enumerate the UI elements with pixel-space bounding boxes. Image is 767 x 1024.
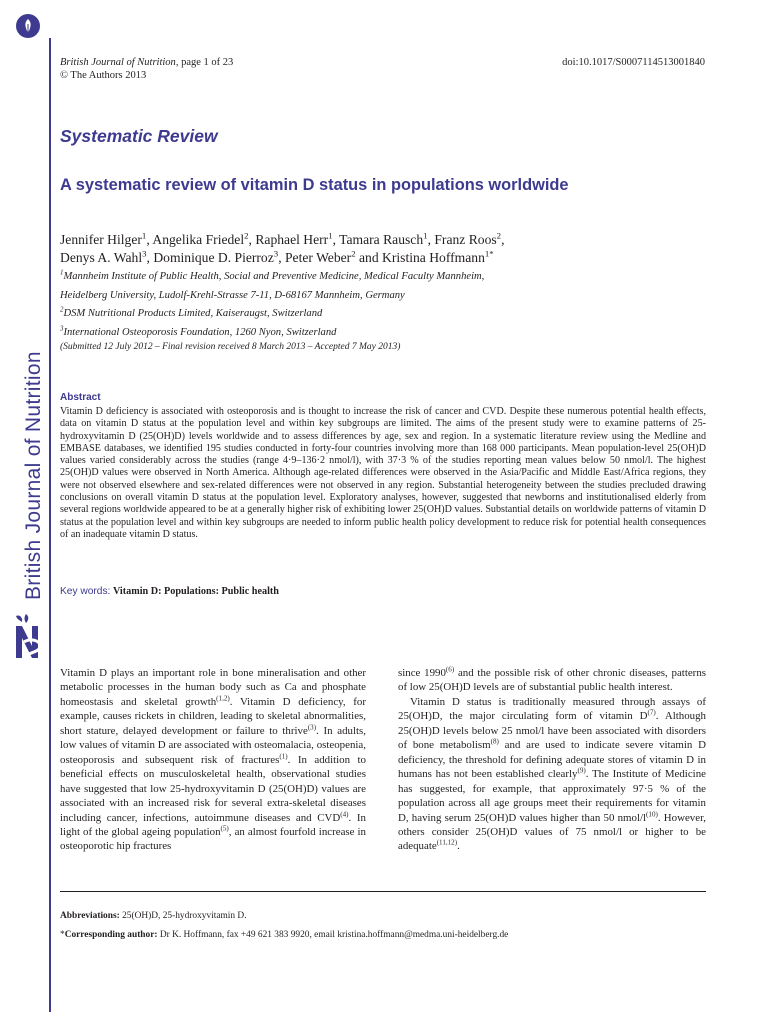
author-separator: ,: [501, 232, 505, 247]
affiliation-marker: 2: [496, 230, 502, 241]
author-name: , Franz Roos: [427, 232, 497, 247]
affiliation-1: [60, 268, 710, 287]
author-name: Denys A. Wahl: [60, 250, 143, 265]
nutrition-society-logo-icon: [10, 612, 46, 662]
affiliation-text: Mannheim Institute of Public Health, Social and Preventive Medicine, Medical Faculty Mannheim,: [63, 271, 485, 282]
abbreviations-label: Abbreviations:: [60, 911, 120, 921]
author-name: , Tamara Rausch: [332, 232, 424, 247]
corresponding-marker: *: [489, 248, 494, 259]
body-text: . The Institute of Medicine has suggested, for example, that approximately 97·5 % of the population across all age groups meet their requirements for vitamin D, having serum 25(OH)D values higher than 50 nmol/l: [398, 768, 706, 824]
affiliation-text: International Osteoporosis Foundation, 1260 Nyon, Switzerland: [63, 326, 337, 338]
body-text: .: [457, 840, 460, 853]
doi: doi:10.1017/S0007114513001840: [562, 57, 705, 68]
body-text: Vitamin D plays an important role in bone mineralisation and other metabolic processes in the human body such as Ca and phosphate homeostasis and skeletal growth: [60, 667, 366, 708]
affiliation-marker: 3: [273, 248, 279, 259]
affiliation-1-cont: Heidelberg University, Ludolf-Krehl-Strasse 7-11, D-68167 Mannheim, Germany: [60, 289, 405, 301]
keywords: [60, 586, 279, 597]
affiliation-number: 1: [60, 269, 64, 277]
author-name: , Raphael Herr: [248, 232, 329, 247]
corresponding-star: *: [60, 930, 65, 940]
author-name: , Dominique D. Pierroz: [146, 250, 274, 265]
body-text: and the possible risk of other chronic diseases, patterns of low 25(OH)D levels are of substantial public health interest.: [398, 667, 706, 694]
copyright: © The Authors 2013: [60, 70, 147, 81]
citation-ref: (6): [445, 665, 455, 674]
affiliation-number: 3: [60, 324, 64, 332]
citation-ref: (1,2): [216, 694, 230, 703]
journal-logo-icon: [16, 14, 40, 38]
keywords-label: Key words:: [60, 586, 111, 597]
body-text: . In addition to beneficial effects on musculoskeletal health, observational studies have suggested that low 25-hydroxyvitamin D (25(OH)D) values are associated with an increased risk for several extra-skeletal diseases including cancer, infections, autoimmune diseases and CVD: [60, 753, 366, 824]
affiliation-marker: 3: [142, 248, 147, 259]
keywords-values: Vitamin D: Populations: Public health: [112, 586, 279, 597]
body-column-1: [60, 666, 366, 854]
article-title: A systematic review of vitamin D status in populations worldwide: [60, 176, 569, 194]
author-list: [60, 231, 710, 267]
corresponding-label: Corresponding author:: [64, 930, 158, 940]
submission-dates: (Submitted 12 July 2012 – Final revision received 8 March 2013 – Accepted 7 May 2013): [60, 342, 401, 352]
running-header-left: [60, 56, 233, 82]
body-text: . Vitamin D deficiency, for example, causes rickets in children, leading to skeletal abnormalities, short stature, delayed development or failure to thrive: [60, 695, 366, 737]
citation-ref: (8): [490, 737, 499, 746]
body-text: since 1990: [398, 667, 446, 679]
abbreviations-footnote: [60, 910, 247, 922]
author-name: and Kristina Hoffmann: [355, 250, 485, 265]
journal-name: British Journal of Nutrition: [60, 57, 176, 68]
abstract-text: Vitamin D deficiency is associated with osteoporosis and is thought to increase the risk of cancer and CVD. Despite these numerous potential health effects, data on vitamin D status at the population level and within key subgroups are limited. The aims of the present study were to examine patterns of 25-hydroxyvitamin D (25(OH)D) levels worldwide and to assess differences by age, sex and region. In a systematic literature review using the Medline and EMBASE databases, we identified 195 studies conducted in forty-four countries involving more than 168 000 participants. Mean population-level 25(OH)D values varied considerably across the studies (range 4·9–136·2 nmol/l), with 37·3 % of the studies reporting mean values below 50 nmol/l. The highest 25(OH)D values were observed in North America. Although age-related differences were observed in the Asia/Pacific and Middle East/Africa regions, they were not observed elsewhere and sex-related differences were not observed in any region. Substantial heterogeneity between the studies precluded drawing conclusions on overall vitamin D status at the population level. Exploratory analyses, however, suggested that newborns and institutionalised elderly from several regions worldwide appeared to be at a generally higher risk of exhibiting lower 25(OH)D values. Substantial details on worldwide patterns of vitamin D status at the population level and within key subgroups are needed to inform public health policy development to reduce risk for potential health consequences of an inadequate vitamin D status.: [60, 406, 706, 540]
affiliation-marker: 2: [351, 248, 356, 259]
affiliation-marker: 2: [244, 230, 249, 241]
body-text: . Although 25(OH)D levels below 25 nmol/l have been associated with disorders of bone metabolism: [398, 710, 706, 752]
left-margin-rule: [49, 38, 51, 1012]
citation-ref: (3): [307, 723, 317, 732]
citation-ref: (4): [340, 809, 349, 818]
body-text: . In adults, low values of vitamin D are associated with osteomalacia, osteopenia, osteoporosis and subsequent risk of fractures: [60, 724, 366, 766]
footnote-divider: [60, 891, 706, 892]
body-text: , an almost fourfold increase in osteoporotic hip fractures: [60, 825, 367, 853]
body-text: . In light of the global ageing population: [60, 811, 366, 838]
author-name: , Angelika Friedel: [146, 232, 245, 247]
affiliation-marker: 1: [423, 230, 428, 241]
author-line-2: [60, 249, 710, 267]
section-label: Systematic Review: [60, 126, 218, 146]
body-paragraph: [60, 666, 366, 854]
affiliation-number: 2: [60, 306, 64, 314]
affiliation-marker: 1: [328, 230, 333, 241]
citation-ref: (7): [647, 708, 656, 717]
body-text: Vitamin D status is traditionally measured through assays of 25(OH)D, the major circulating form of vitamin D: [398, 695, 706, 723]
corresponding-text: Dr K. Hoffmann, fax +49 621 383 9920, email kristina.hoffmann@medma.uni-heidelberg.de: [157, 930, 509, 940]
side-journal-title: British Journal of Nutrition: [22, 351, 45, 600]
corresponding-author-footnote: [60, 929, 508, 941]
affiliation-marker: 1: [141, 230, 147, 241]
author-name: , Peter Weber: [278, 250, 352, 265]
affiliation-2: [60, 305, 710, 324]
abbreviations-text: 25(OH)D, 25-hydroxyvitamin D.: [119, 911, 247, 921]
body-paragraph: [398, 695, 706, 854]
body-paragraph: [398, 666, 706, 695]
abstract-heading: Abstract: [60, 392, 101, 403]
body-column-2: [398, 666, 706, 854]
citation-ref: (1): [279, 752, 288, 761]
author-name: Jennifer Hilger: [60, 232, 142, 247]
affiliations: [60, 268, 710, 342]
author-line-1: [60, 231, 710, 249]
body-text: . However, others consider 25(OH)D values of 75 nmol/l or higher to be adequate: [398, 811, 706, 853]
citation-ref: (11,12): [436, 838, 458, 847]
citation-ref: (10): [646, 809, 658, 818]
page-info: , page 1 of 23: [175, 57, 234, 68]
body-text: and are used to indicate severe vitamin D deficiency, the threshold for defining adequate stores of vitamin D in humans has not been established clearly: [398, 739, 706, 781]
citation-ref: (9): [577, 766, 586, 775]
affiliation-text: DSM Nutritional Products Limited, Kaiseraugst, Switzerland: [63, 308, 323, 319]
affiliation-marker: 1: [484, 248, 490, 259]
affiliation-3: [60, 324, 710, 343]
citation-ref: (5): [220, 824, 229, 833]
